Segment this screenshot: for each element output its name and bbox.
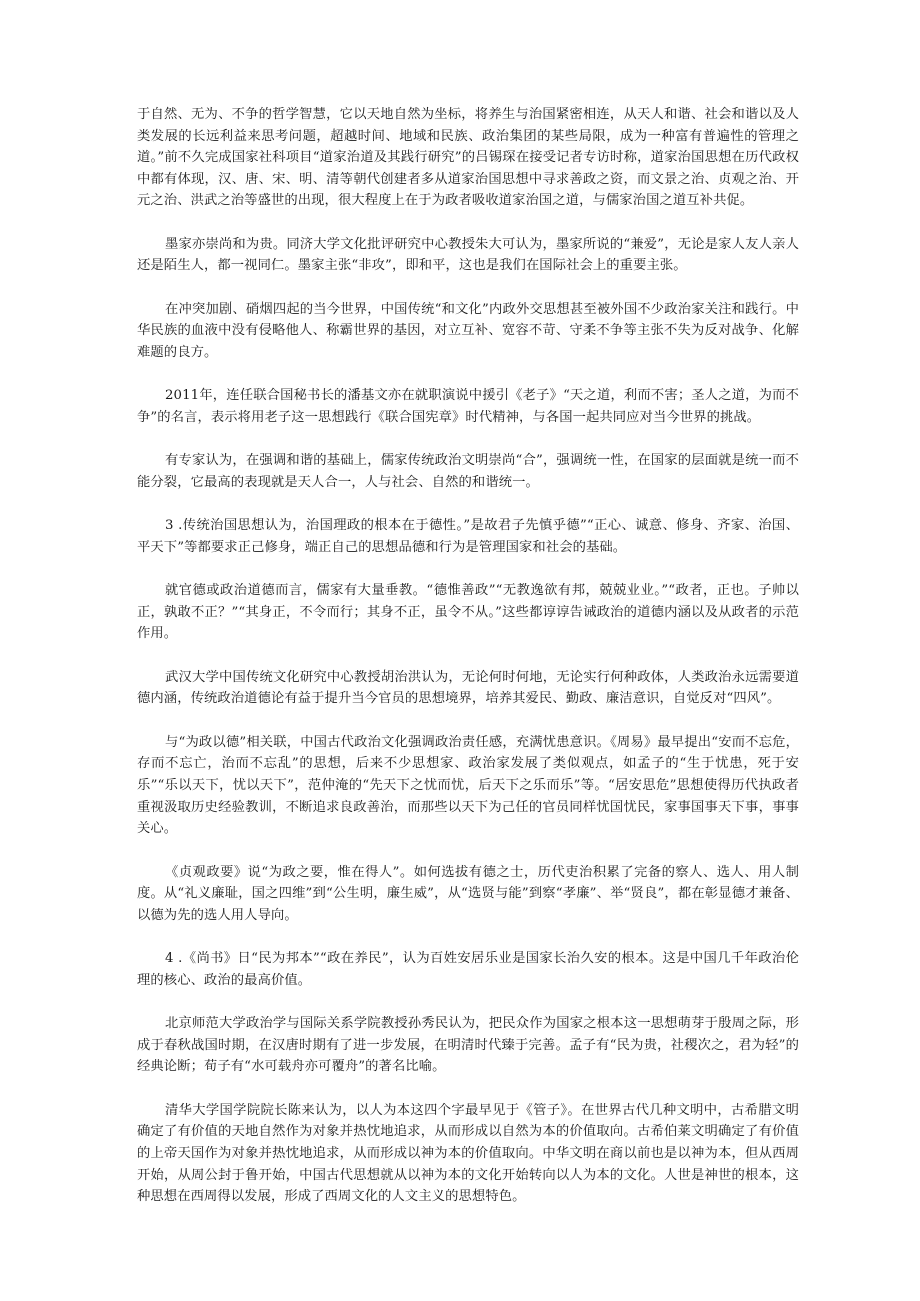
paragraph-harmony-culture: 在冲突加剧、硝烟四起的当今世界，中国传统“和文化”内政外交思想甚至被外国不少政治家关注和践行。中华民族的血液中没有侵略他人、称霸世界的基因，对立互补、宽容不苛、守柔不争等主张不失为反对战争、化解难题的良方。: [137, 301, 799, 360]
paragraph-ban-ki-moon: 2011年，连任联合国秘书长的潘基文亦在就职演说中援引《老子》“天之道，利而不害；圣人之道，为而不争”的名言，表示将用老子这一思想践行《联合国宪章》时代精神，与各国一起共同应对当今世界的挑战。: [137, 388, 799, 425]
document-body: [137, 104, 799, 1230]
paragraph-confucian-unity: 有专家认为，在强调和谐的基础上，儒家传统政治文明崇尚“合”，强调统一性，在国家的层面就是统一而不能分裂，它最高的表现就是天人合一，人与社会、自然的和谐统一。: [137, 453, 799, 490]
paragraph-chen-lai: 清华大学国学院院长陈来认为，以人为本这四个字最早见于《管子》。在世界古代几种文明中，古希腊文明确定了有价值的天地自然作为对象并热忱地追求，从而形成以自然为本的价值取向。古希伯莱文明确定了有价值的上帝天国作为对象并热忱地追求，从而形成以神为本的价值取向。中华文明在商以前也是以神为本，但从西周开始，从周公封于鲁开始，中国古代思想就从以神为本的文化开始转向以人为本的文化。人世是神世的根本，这种思想在西周得以发展，形成了西周文化的人文主义的思想特色。: [137, 1102, 799, 1205]
paragraph-daoist-governance: 于自然、无为、不争的哲学智慧，它以天地自然为坐标，将养生与治国紧密相连，从天人和谐、社会和谐以及人类发展的长远利益来思考问题，超越时间、地域和民族、政治集团的某些局限，成为一种富有普遍性的管理之道。”前不久完成国家社科项目“道家治道及其践行研究”的吕锡琛在接受记者专访时称，道家治国思想在历代政权中都有体现，汉、唐、宋、明、清等朝代创建者多从道家治国思想中寻求善政之资，而文景之治、贞观之治、开元之治、洪武之治等盛世的出现，很大程度上在于为政者吸收道家治国之道，与儒家治国之道互补共促。: [137, 107, 799, 209]
paragraph-responsibility: 与“为政以德”相关联，中国古代政治文化强调政治责任感，充满忧患意识。《周易》最早提出“安而不忘危，存而不忘亡，治而不忘乱”的思想，后来不少思想家、政治家发展了类似观点，如孟子的“生于忧患，死于安乐”“乐以天下，忧以天下”，范仲淹的“先天下之忧而忧，后天下之乐而乐”等。“居安思危”思想使得历代执政者重视汲取历史经验教训，不断追求良政善治，而那些以天下为己任的官员同样忧国忧民，家事国事天下事，事事关心。: [137, 734, 799, 837]
paragraph-zhenguan-zhengyao: 《贞观政要》说“为政之要，惟在得人”。如何选拔有德之士，历代吏治积累了完备的察人、选人、用人制度。从“礼义廉耻，国之四维”到“公生明，廉生威”，从“选贤与能”到察“孝廉”、举“贤良”，都在彰显德才兼备、以德为先的选人用人导向。: [137, 864, 799, 923]
paragraph-mohist-harmony: 墨家亦崇尚和为贵。同济大学文化批评研究中心教授朱大可认为，墨家所说的“兼爱”，无论是家人友人亲人还是陌生人，都一视同仁。墨家主张“非攻”，即和平，这也是我们在国际社会上的重要主张。: [137, 236, 799, 274]
paragraph-point-4-people: 4 .《尚书》日“民为邦本”“政在养民”，认为百姓安居乐业是国家长治久安的根本。这是中国几千年政治伦理的核心、政治的最高价值。: [137, 951, 799, 988]
paragraph-point-3-virtue: 3 .传统治国思想认为，治国理政的根本在于德性。”是故君子先慎乎德”“正心、诚意、修身、齐家、治国、平天下”等都要求正己修身，端正自己的思想品德和行为是管理国家和社会的基础。: [137, 518, 799, 555]
paragraph-official-ethics: 就官德或政治道德而言，儒家有大量垂教。“德惟善政”“无教逸欲有邦，兢兢业业。”“政者，正也。子帅以正，孰敢不正？”“其身正，不令而行；其身不正，虽令不从。”这些都谆谆告诫政治的道德内涵以及从政者的示范作用。: [137, 583, 799, 642]
paragraph-sun-xiumin: 北京师范大学政治学与国际关系学院教授孙秀民认为，把民众作为国家之根本这一思想萌芽于殷周之际，形成于春秋战国时期，在汉唐时期有了进一步发展，在明清时代臻于完善。孟子有“民为贵，社稷次之，君为轻”的经典论断；荀子有“水可载舟亦可覆舟”的著名比喻。: [137, 1016, 799, 1075]
paragraph-hu-zhihong: 武汉大学中国传统文化研究中心教授胡治洪认为，无论何时何地，无论实行何种政体，人类政治永远需要道德内涵，传统政治道德论有益于提升当今官员的思想境界，培养其爱民、勤政、廉洁意识，自觉反对“四风”。: [137, 669, 799, 707]
